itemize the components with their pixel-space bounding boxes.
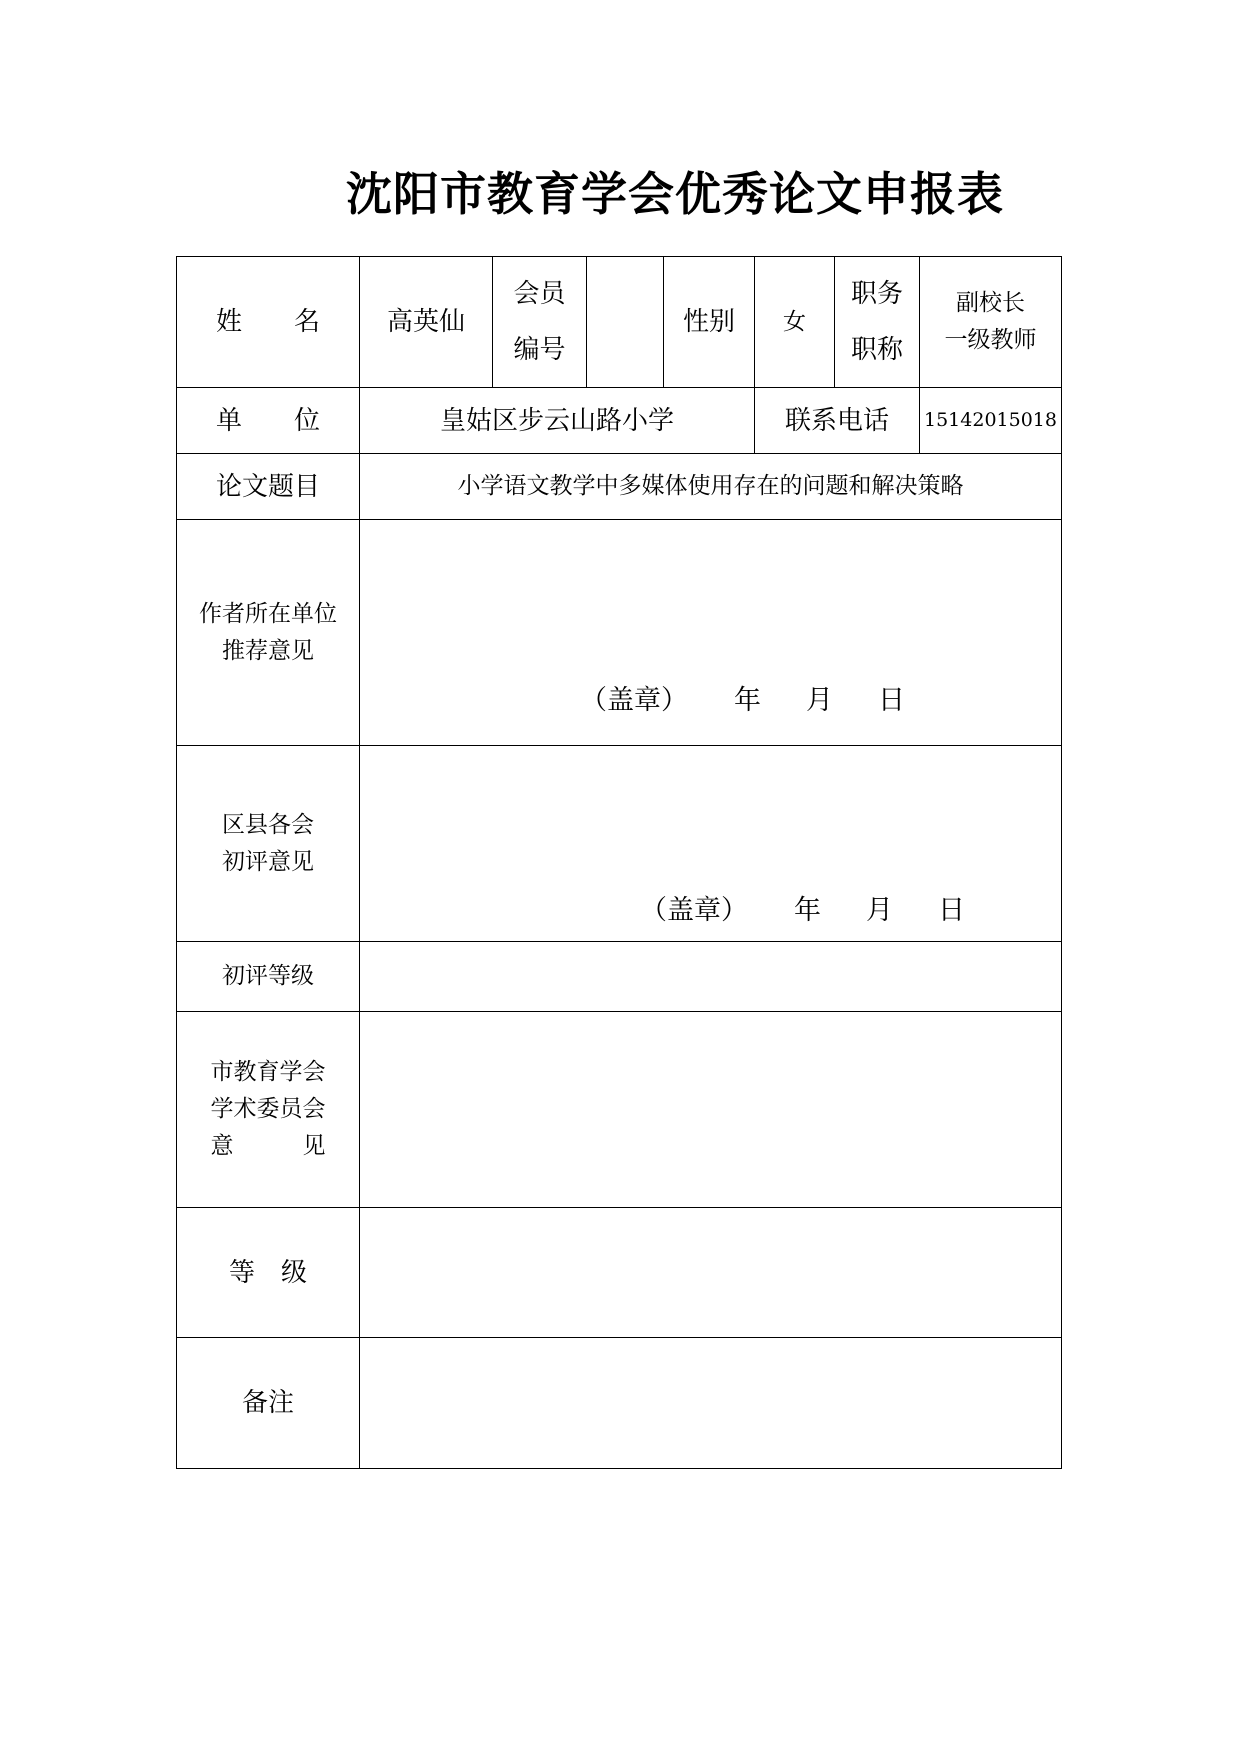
- position-title-label: [835, 257, 919, 387]
- paper-title-label: 论文题目: [215, 471, 320, 502]
- position-label-line2: 职称: [850, 335, 903, 365]
- committee-label-line1: 市教育学会: [210, 1059, 326, 1085]
- district-opinion-stamp: （盖章）: [640, 895, 748, 926]
- member-number-label-line2: 编号: [513, 335, 566, 365]
- phone-value[interactable]: 15142015018: [924, 409, 1057, 431]
- member-number-label-line1: 会员: [513, 279, 566, 309]
- unit-opinion-day: 日: [878, 685, 905, 716]
- paper-title-value[interactable]: 小学语文教学中多媒体使用存在的问题和解决策略: [457, 473, 964, 499]
- committee-opinion-value[interactable]: [360, 1012, 1061, 1207]
- gender-label: 性别: [682, 307, 735, 337]
- committee-opinion-label: [177, 1012, 359, 1207]
- gender-value[interactable]: 女: [783, 308, 806, 335]
- district-opinion-label: [177, 746, 359, 941]
- district-opinion-day: 日: [938, 895, 965, 926]
- grade-label: 等 级: [228, 1257, 307, 1288]
- initial-grade-value[interactable]: [360, 942, 1061, 1011]
- phone-label: 联系电话: [784, 405, 889, 436]
- remarks-value[interactable]: [360, 1338, 1061, 1468]
- position-value-line2: 一级教师: [944, 327, 1037, 353]
- remarks-label: 备注: [241, 1388, 294, 1418]
- committee-label-line3: 意 见: [210, 1133, 326, 1159]
- district-opinion-year: 年: [794, 895, 821, 926]
- unit-opinion-field[interactable]: [360, 520, 1061, 745]
- committee-label-line2: 学术委员会: [210, 1096, 326, 1122]
- position-title-value[interactable]: [920, 257, 1061, 387]
- table-border-bottom: [176, 1468, 1062, 1469]
- member-number-label: [493, 257, 586, 387]
- position-label-line1: 职务: [850, 279, 903, 309]
- position-value-line1: 副校长: [956, 290, 1025, 316]
- unit-opinion-label-line2: 推荐意见: [222, 637, 314, 664]
- table-border-right: [1061, 256, 1062, 1469]
- unit-opinion-year: 年: [734, 685, 761, 716]
- unit-label: 单 位: [215, 405, 320, 436]
- district-opinion-label-line1: 区县各会: [222, 811, 314, 838]
- unit-value[interactable]: 皇姑区步云山路小学: [439, 405, 674, 436]
- district-opinion-label-line2: 初评意见: [222, 848, 314, 875]
- name-value[interactable]: 高英仙: [386, 307, 465, 337]
- unit-opinion-label-line1: 作者所在单位: [199, 600, 337, 627]
- name-label: 姓 名: [215, 307, 320, 337]
- initial-grade-label: 初评等级: [222, 963, 314, 989]
- page-title: 沈阳市教育学会优秀论文申报表: [346, 167, 1004, 221]
- grade-value[interactable]: [360, 1208, 1061, 1337]
- unit-opinion-stamp: （盖章）: [580, 685, 688, 716]
- district-opinion-month: 月: [866, 895, 893, 926]
- unit-opinion-month: 月: [806, 685, 833, 716]
- unit-opinion-label: [177, 520, 359, 745]
- member-number-value[interactable]: [587, 257, 663, 387]
